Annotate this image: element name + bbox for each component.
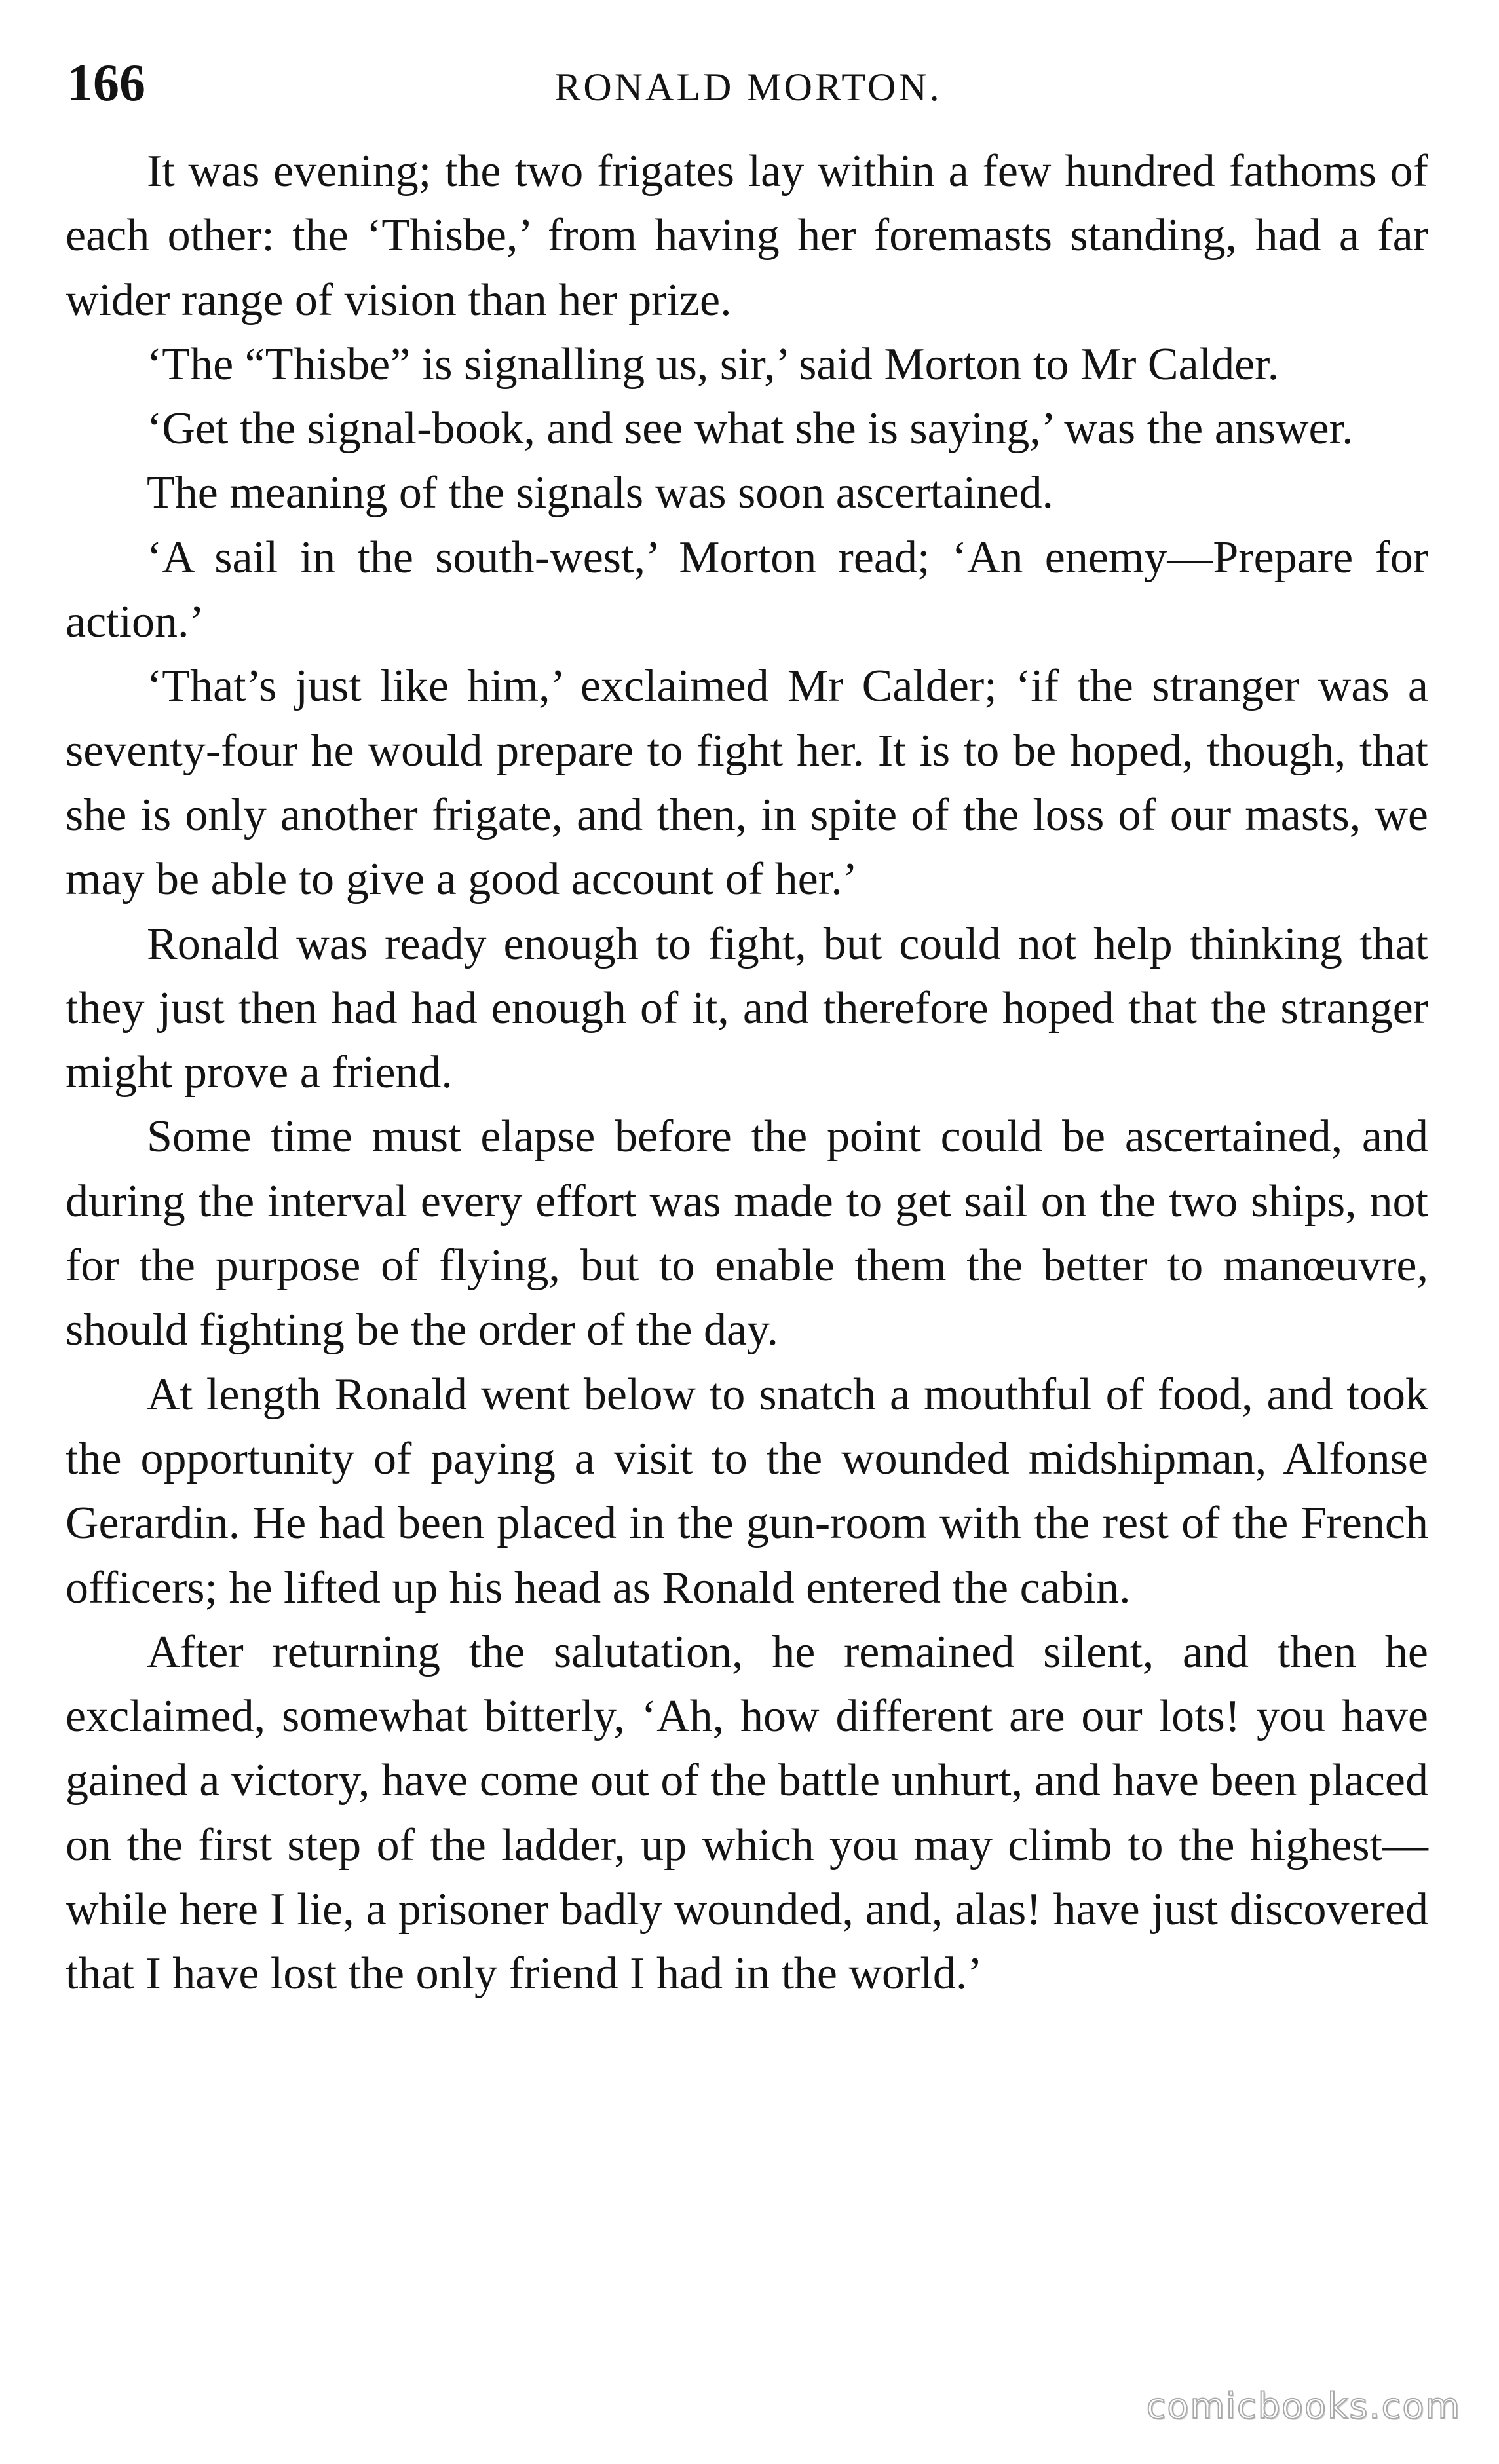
paragraph: It was evening; the two frigates lay within a few hundred fathoms of each other: the ‘Thisbe,’ from having her foremasts standing, had a far wider range of vision than her prize. bbox=[66, 146, 1428, 326]
body-text bbox=[66, 140, 1428, 2007]
running-title: RONALD MORTON. bbox=[554, 65, 942, 109]
running-head bbox=[67, 47, 1430, 119]
paragraph: Ronald was ready enough to fight, but could not help thinking that they just then had had enough of it, and therefore hoped that the stranger might prove a friend. bbox=[66, 918, 1428, 1098]
paragraph: ‘Get the signal-book, and see what she is saying,’ was the answer. bbox=[147, 403, 1354, 455]
paragraph: After returning the salutation, he remained silent, and then he exclaimed, somewhat bitterly, ‘Ah, how different are our lots! you have gained a victory, have come out of the battle unhurt, and have been placed on the first step of the ladder, up which you may climb to the highest—while here I lie, a prisoner badly wounded, and, alas! have just discovered that I have lost the only friend I had in the world.’ bbox=[66, 1626, 1428, 2000]
paragraph: Some time must elapse before the point could be ascertained, and during the interval every effort was made to get sail on the two ships, not for the purpose of flying, but to enable them the better to manœuvre, should fighting be the order of the day. bbox=[66, 1111, 1428, 1356]
paragraph: ‘A sail in the south-west,’ Morton read; ‘An enemy—Prepare for action.’ bbox=[66, 532, 1428, 648]
paragraph: The meaning of the signals was soon ascertained. bbox=[147, 468, 1054, 519]
paragraph: ‘That’s just like him,’ exclaimed Mr Calder; ‘if the stranger was a seventy-four he would prepare to fight her. It is to be hoped, though, that she is only another frigate, and then, in spite of the loss of our masts, we may be able to give a good account of her.’ bbox=[66, 661, 1428, 905]
page-number: 166 bbox=[67, 54, 145, 112]
paragraph: ‘The “Thisbe” is signalling us, sir,’ said Morton to Mr Calder. bbox=[147, 339, 1280, 390]
watermark: comicbooks.com bbox=[1146, 2385, 1461, 2427]
paragraph: At length Ronald went below to snatch a mouthful of food, and took the opportunity of paying a visit to the wounded midshipman, Alfonse Gerardin. He had been placed in the gun-room with the rest of the French officers; he lifted up his head as Ronald entered the cabin. bbox=[66, 1369, 1428, 1613]
